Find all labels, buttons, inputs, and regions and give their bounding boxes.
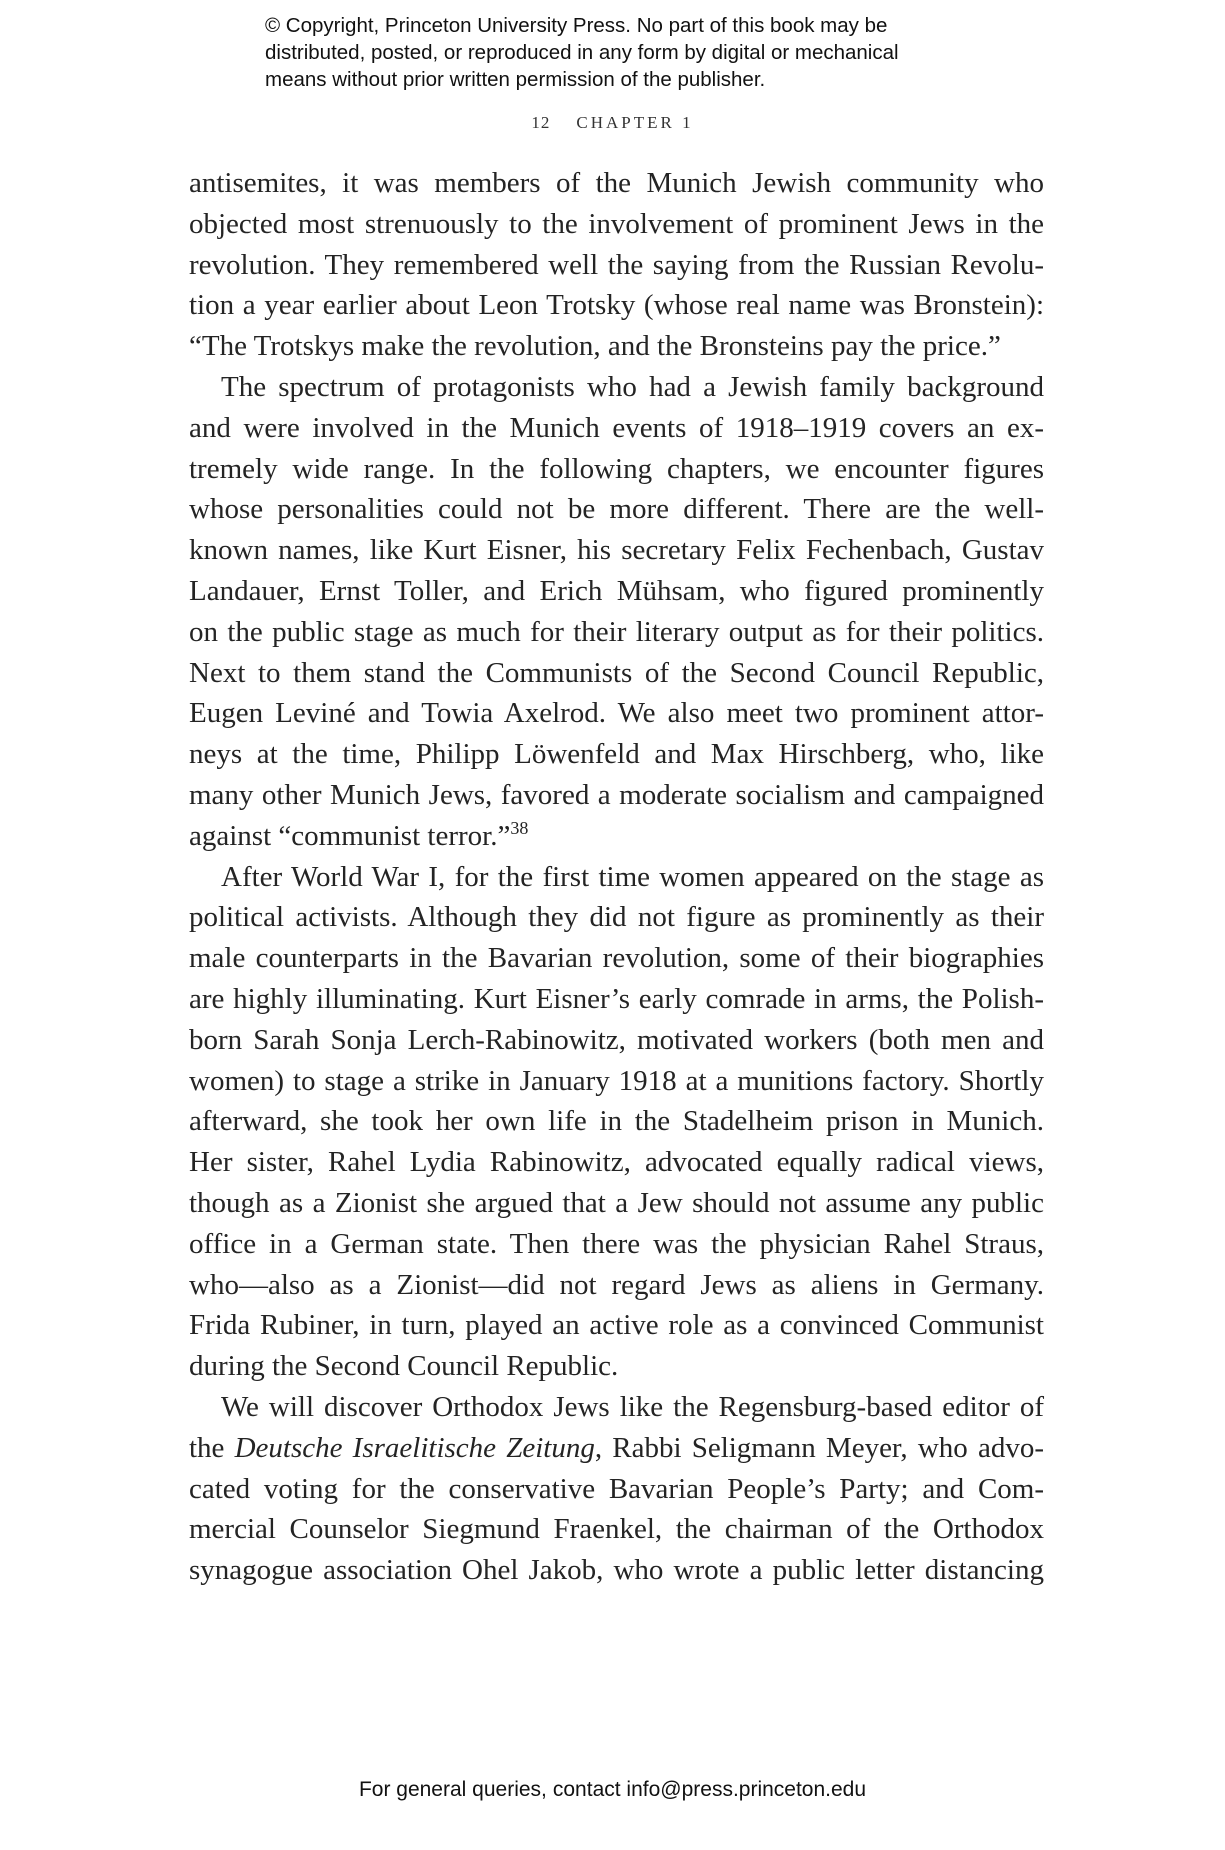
text-line: Landauer, Ernst Toller, and Erich Mühsam, who figured prominently — [189, 574, 1044, 607]
text-line: who—also as a Zionist—did not regard Jews as aliens in Germany. — [189, 1268, 1044, 1301]
text-line: Frida Rubiner, in turn, played an active role as a convinced Communist — [189, 1309, 1044, 1342]
text-line: office in a German state. Then there was the physician Rahel Straus, — [189, 1227, 1044, 1260]
text-line: male counterparts in the Bavarian revolution, some of their biographies — [189, 942, 1044, 975]
text-line: many other Munich Jews, favored a moderate socialism and campaigned — [189, 778, 1044, 811]
text-line: After World War I, for the first time women appeared on the stage as — [221, 860, 1044, 893]
footer-query-label: For general queries, — [358, 1778, 547, 1801]
text-line: The spectrum of protagonists who had a Jewish family background — [221, 370, 1044, 403]
newspaper-title: Deutsche Israelitische Zeitung — [234, 1431, 595, 1464]
text-line — [189, 816, 1044, 857]
footer-contact — [0, 1778, 1225, 1802]
text-line: Eugen Leviné and Towia Axelrod. We also meet two prominent attor- — [189, 697, 1044, 730]
text-line: born Sarah Sonja Lerch-Rabinowitz, motivated workers (both men and — [189, 1023, 1044, 1056]
text-line — [189, 1428, 1044, 1469]
running-head — [0, 113, 1225, 133]
footnote-marker[interactable]: 38 — [510, 817, 529, 838]
text-line: Next to them stand the Communists of the Second Council Republic, — [189, 656, 1044, 689]
text-line: objected most strenuously to the involvement of prominent Jews in the — [189, 207, 1044, 240]
text-span: , Rabbi Seligmann Meyer, who advo- — [594, 1431, 1044, 1464]
copyright-notice — [265, 12, 1025, 93]
text-line: antisemites, it was members of the Munich Jewish community who — [189, 167, 1044, 199]
text-line: though as a Zionist she argued that a Jew should not assume any public — [189, 1186, 1044, 1219]
text-line: cated voting for the conservative Bavarian People’s Party; and Com- — [189, 1472, 1044, 1505]
text-line: during the Second Council Republic. — [189, 1350, 619, 1383]
copyright-line: means without prior written permission of the publisher. — [265, 68, 766, 91]
copyright-line: distributed, posted, or reproduced in any form by digital or mechanical — [265, 41, 899, 64]
text-line: afterward, she took her own life in the Stadelheim prison in Munich. — [189, 1105, 1044, 1138]
text-line: whose personalities could not be more different. There are the well- — [189, 493, 1044, 526]
chapter-label: CHAPTER 1 — [576, 113, 694, 132]
text-line: Her sister, Rahel Lydia Rabinowitz, advocated equally radical views, — [189, 1146, 1044, 1179]
text-line: women) to stage a strike in January 1918 at a munitions factory. Shortly — [189, 1064, 1044, 1097]
text-line: mercial Counselor Siegmund Fraenkel, the chairman of the Orthodox — [189, 1513, 1044, 1546]
text-line: revolution. They remembered well the saying from the Russian Revolu- — [189, 248, 1044, 281]
text-span: the — [189, 1431, 235, 1464]
text-line: We will discover Orthodox Jews like the Regensburg-based editor of — [221, 1390, 1044, 1423]
text-line: neys at the time, Philipp Löwenfeld and Max Hirschberg, who, like — [189, 738, 1044, 771]
text-line: tremely wide range. In the following chapters, we encounter figures — [189, 452, 1044, 485]
text-line: and were involved in the Munich events of 1918–1919 covers an ex- — [189, 411, 1044, 444]
text-span: against “communist terror.” — [189, 819, 511, 852]
text-line: tion a year earlier about Leon Trotsky (whose real name was Bronstein): — [189, 289, 1044, 322]
copyright-line: © Copyright, Princeton University Press. No part of this book may be — [265, 14, 888, 37]
text-line: on the public stage as much for their literary output as for their politics. — [189, 615, 1044, 648]
footer-contact-email[interactable]: contact info@press.princeton.edu — [552, 1778, 867, 1801]
text-line: known names, like Kurt Eisner, his secretary Felix Fechenbach, Gustav — [189, 534, 1044, 567]
body-text — [189, 163, 1044, 1591]
text-line: “The Trotskys make the revolution, and the Bronsteins pay the price.” — [189, 330, 1001, 363]
text-line: synagogue association Ohel Jakob, who wrote a public letter distancing — [189, 1554, 1044, 1587]
text-line: are highly illuminating. Kurt Eisner’s early comrade in arms, the Polish- — [189, 982, 1044, 1015]
page-number: 12 — [531, 113, 551, 132]
text-line: political activists. Although they did not figure as prominently as their — [189, 901, 1044, 934]
